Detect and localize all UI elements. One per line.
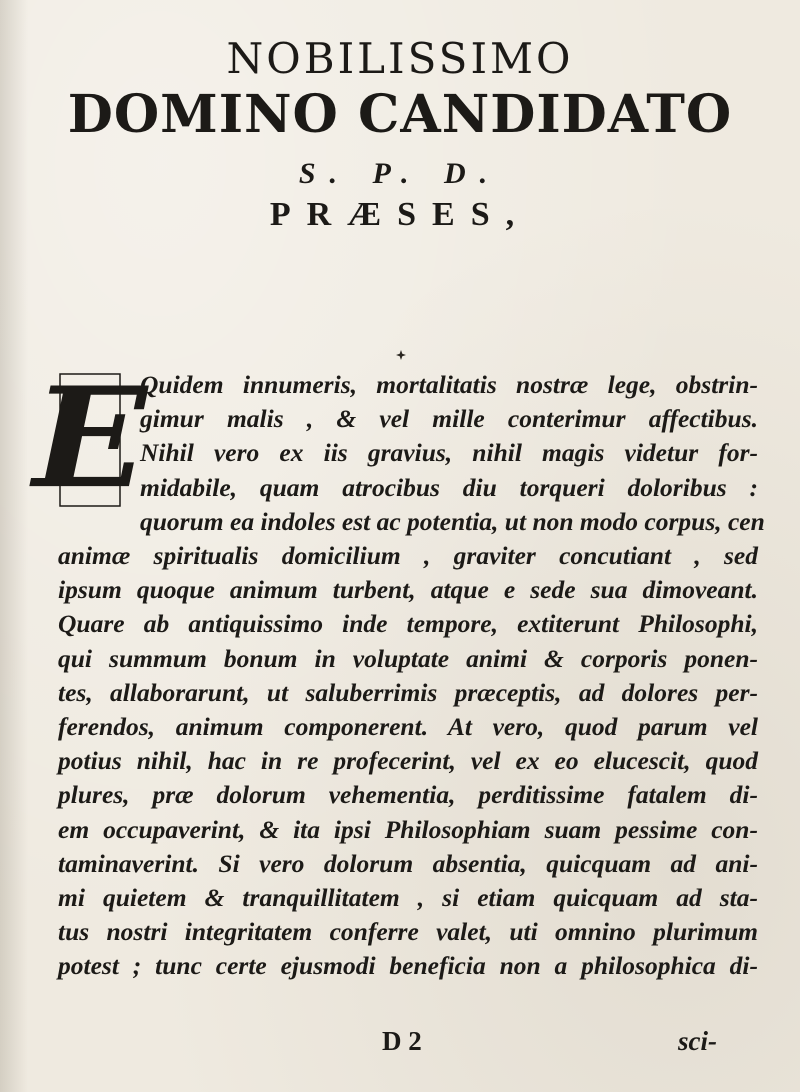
text-line-14: em occupaverint, & ita ipsi Philosophiam suam pessime con- bbox=[58, 814, 758, 844]
text-line-13: plures, præ dolorum vehementia, perditissime fatalem di- bbox=[58, 780, 758, 810]
body-text bbox=[32, 356, 765, 984]
heading-domino-candidato: DOMINO CANDIDATO bbox=[67, 84, 733, 145]
text-line-12: potius nihil, hac in re profecerint, vel ex eo elucescit, quod bbox=[58, 746, 758, 776]
text-line-9: qui summum bonum in voluptate animi & corporis ponen- bbox=[58, 643, 758, 673]
text-line-15: taminaverint. Si vero dolorum absentia, quicquam ad ani- bbox=[58, 848, 758, 878]
text-line-10: tes, allaborarunt, ut saluberrimis præceptis, ad dolores per- bbox=[58, 677, 758, 707]
text-line-7: ipsum quoque animum turbent, atque e sede sua dimoveant. bbox=[58, 575, 758, 605]
text-line-1: Quidem innumeris, mortalitatis nostræ lege, obstrin- bbox=[140, 370, 758, 399]
text-line-2: gimur malis , & vel mille conterimur affectibus. bbox=[140, 404, 758, 434]
text-line-17: tus nostri integritatem conferre valet, uti omnino plurimum bbox=[58, 917, 758, 947]
text-line-11: ferendos, animum componerent. At vero, quod parum vel bbox=[58, 712, 758, 742]
svg-text:E: E bbox=[32, 356, 148, 519]
catchword: sci- bbox=[678, 1026, 717, 1056]
heading-spd: S. P. D. bbox=[298, 157, 502, 190]
text-line-3: Nihil vero ex iis gravius, nihil magis videtur for- bbox=[140, 438, 758, 468]
text-line-16: mi quietem & tranquillitatem , si etiam quicquam ad sta- bbox=[58, 883, 758, 913]
text-line-8: Quare ab antiquissimo inde tempore, extiterunt Philosophi, bbox=[58, 609, 758, 639]
text-line-6: animæ spiritualis domicilium , graviter concutiant , sed bbox=[58, 541, 758, 571]
dropcap-letter bbox=[32, 356, 148, 519]
heading-nobilissimo: NOBILISSIMO bbox=[226, 34, 574, 83]
ornament-star-icon bbox=[396, 350, 406, 360]
signature-mark: D 2 bbox=[382, 1026, 422, 1056]
text-line-18: potest ; tunc certe ejusmodi beneficia non a philosophica di- bbox=[58, 951, 758, 981]
heading-praeses: PRÆSES, bbox=[269, 196, 531, 233]
text-line-5: quorum ea indoles est ac potentia, ut non modo corpus, cen bbox=[140, 506, 765, 536]
text-line-4: midabile, quam atrocibus diu torqueri doloribus : bbox=[140, 472, 758, 502]
